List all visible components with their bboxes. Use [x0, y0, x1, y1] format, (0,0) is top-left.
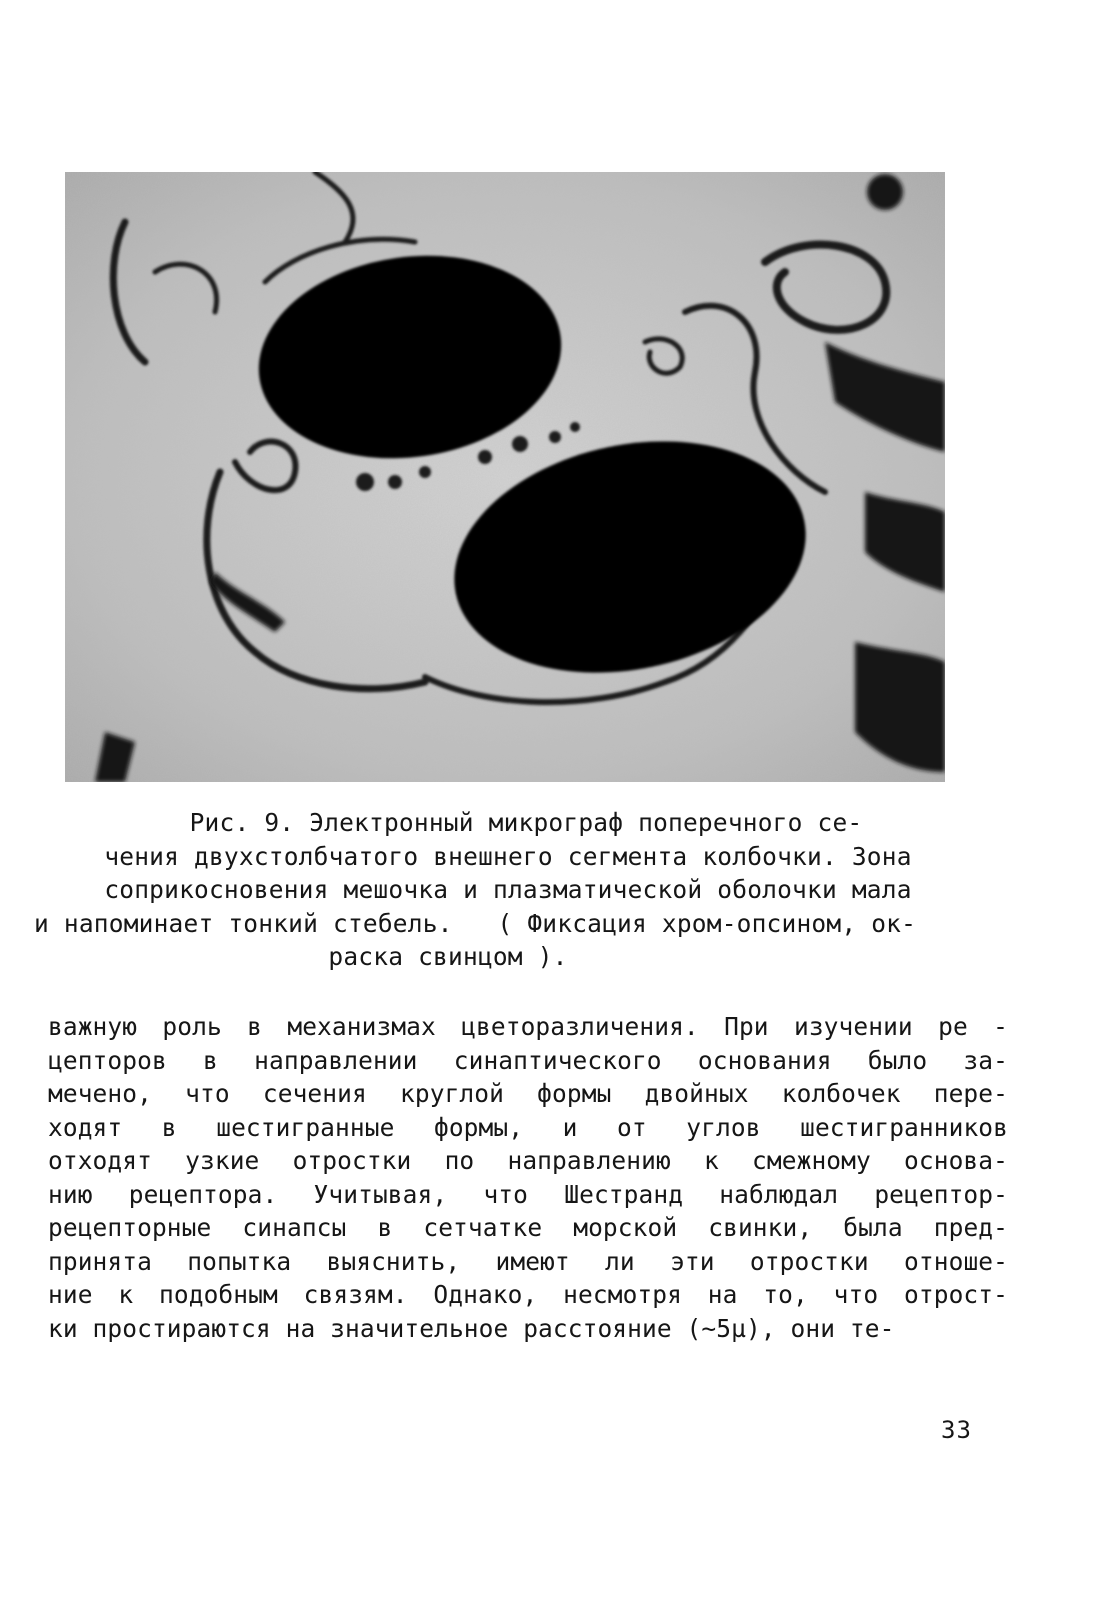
caption-line: Рис. 9. Электронный микрограф поперечного се- [189, 808, 863, 837]
caption-line: соприкосновения мешочка и плазматической оболочки мала [104, 875, 912, 904]
caption-line: раска свинцом ). [328, 942, 568, 971]
text-line: цепторов в направлении синаптического основания было за- [48, 1045, 1008, 1075]
text-line: ходят в шестигранные формы, и от углов шестигранников [48, 1112, 1008, 1142]
page-number: 33 [941, 1416, 972, 1444]
text-line: нию рецептора. Учитывая, что Шестранд наблюдал рецептор- [48, 1179, 1008, 1209]
electron-micrograph-image [65, 172, 945, 782]
caption-line: и напоминает тонкий стебель. ( Фиксация хром-опсином, ок- [34, 908, 917, 938]
text-line: принята попытка выяснить, имеют ли эти отростки отноше- [48, 1246, 1008, 1276]
text-line: ки простираются на значительное расстояние (~5µ), они те- [48, 1313, 895, 1343]
electron-micrograph-figure [65, 172, 945, 782]
text-line: рецепторные синапсы в сетчатке морской свинки, была пред- [48, 1213, 1008, 1242]
text-line: отходят узкие отростки по направлению к смежному основа- [48, 1146, 1008, 1175]
text-line: мечено, что сечения круглой формы двойных колбочек пере- [48, 1079, 1008, 1108]
text-line: ние к подобным связям. Однако, несмотря на то, что отрост- [48, 1280, 1008, 1309]
caption-line: чения двухстолбчатого внешнего сегмента колбочки. Зона [104, 841, 912, 871]
body-paragraph [48, 1010, 1008, 1345]
figure-caption [28, 806, 988, 974]
text-line: важную роль в механизмах цветоразличения. При изучении ре - [48, 1012, 1008, 1041]
